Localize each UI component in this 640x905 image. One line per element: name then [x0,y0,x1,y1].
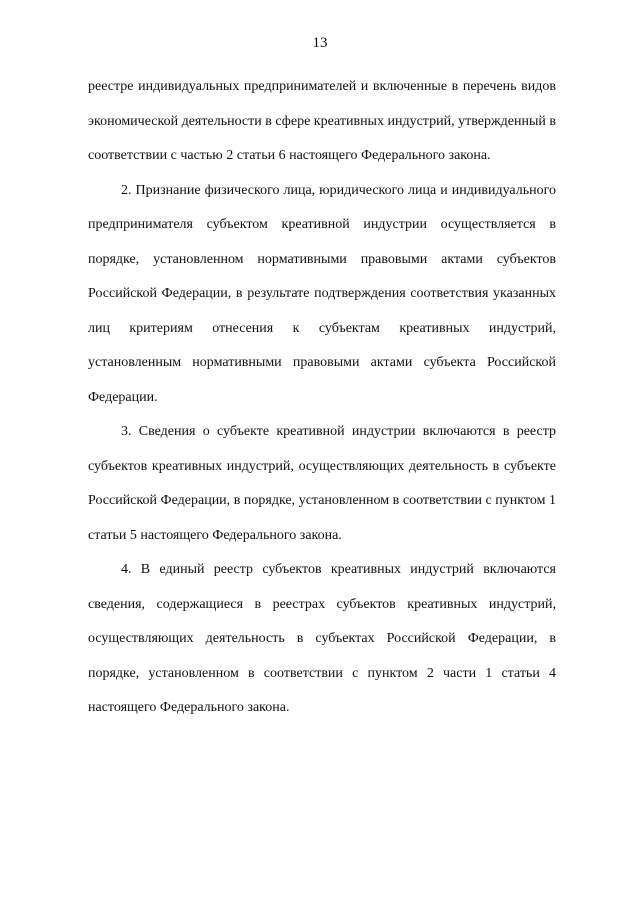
page-number: 13 [312,35,328,51]
paragraph-2: 2. Признание физического лица, юридического лица и индивидуального предпринимателя субъектом креативной индустрии осуществляется в порядке, установленном нормативными правовыми актами субъектов Российской Федерации, в результате подтверждения соответствия указанных лиц критериям отнесения к субъектам креативных индустрий, установленным нормативными правовыми актами субъекта Российской Федерации. [88,182,556,405]
paragraph-3: 3. Сведения о субъекте креативной индустрии включаются в реестр субъектов креативных индустрий, осуществляющих деятельность в субъекте Российской Федерации, в порядке, установленном в соответствии с пунктом 1 статьи 5 настоящего Федерального закона. [88,424,556,543]
paragraph-continuation: реестре индивидуальных предпринимателей и включенные в перечень видов экономической деятельности в сфере креативных индустрий, утвержденный в соответствии с частью 2 статьи 6 настоящего Федерального закона. [88,79,556,163]
paragraph-4: 4. В единый реестр субъектов креативных индустрий включаются сведения, содержащиеся в реестрах субъектов креативных индустрий, осуществляющих деятельность в субъектах Российской Федерации, в порядке, установленном в соответствии с пунктом 2 части 1 статьи 4 настоящего Федерального закона. [88,562,556,715]
document-body [88,70,556,726]
